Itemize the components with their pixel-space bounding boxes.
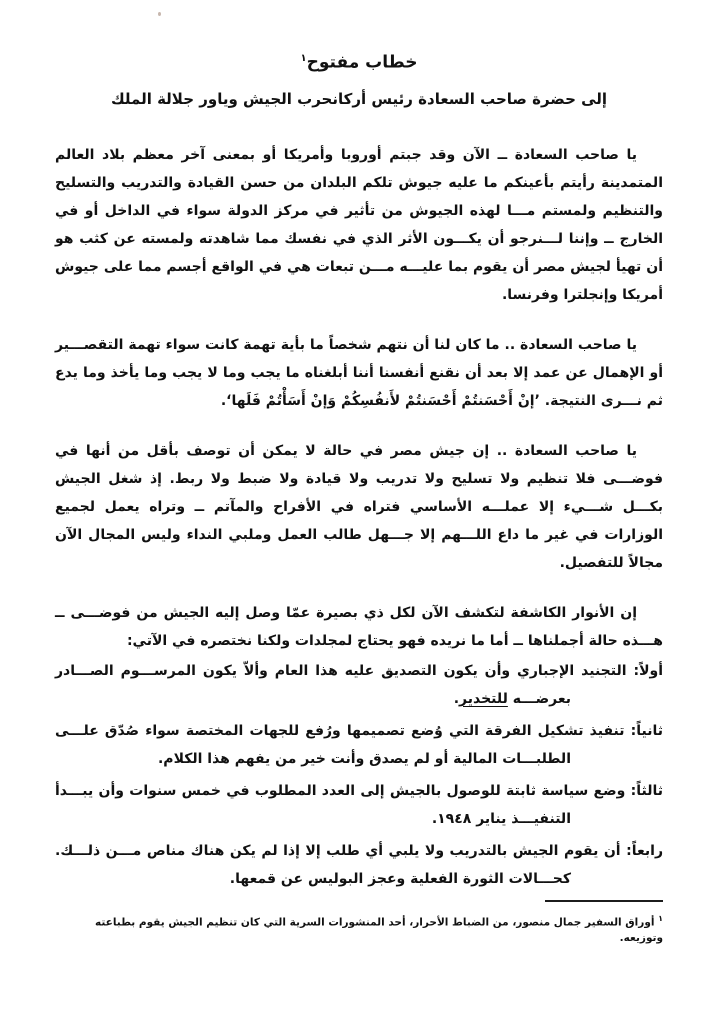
list-item-second xyxy=(55,717,663,773)
footnote-separator xyxy=(545,900,663,902)
body-paragraph-1: يا صاحب السعادة ــ الآن وقد جبتم أوروبا وأمريكا أو بمعنى آخر معظم بلاد العالم المتمدينة رأيتم بأعينكم ما عليه جيوش تلكم البلدان من حسن القيادة والتدريب والتسليح والتنظيم ولمستم مـــا لهذه الجيوش من تأثير في مركز الدولة سواء في الداخل أو في الخارج ــ وإننا لـــنرجو أن يكـــون الأثر الذي في نفسك مما شاهدته ولمسته عن كثب هو أن تهيأ لجيش مصر أن يقوم بما عليـــه مـــن تبعات هي في الواقع أجسم مما على جيوش أمريكا وإنجلترا وفرنسا. xyxy=(55,146,663,303)
page-title xyxy=(55,46,663,76)
body-paragraph-4: إن الأنوار الكاشفة لتكشف الآن لكل ذي بصيرة عمّا وصل إليه الجيش من فوضـــى ــ هـــذه حالة أجملناها ــ أما ما نريده فهو يحتاج لمجلدات ولكنا نختصره في الآتي: xyxy=(55,604,663,649)
demands-list xyxy=(55,657,663,893)
page-subtitle: إلى حضرة صاحب السعادة رئيس أركانحرب الجيش وياور جلالة الملك xyxy=(110,89,608,108)
footnote-text-content: أوراق السفير جمال منصور، من الضباط الأحرار، أحد المنشورات السرية التي كان تنظيم الجيش يقوم بطباعته وتوزيعه. xyxy=(95,916,663,944)
list-item-second-text: تنفيذ تشكيل الفرقة التي وُضع تصميمها ورُفع للجهات المختصة سواء صُدّق علـــى الطلبـــات المالية أو لم يصدق وأنت خير من يفهم هذا الكلام. xyxy=(55,722,625,767)
list-item-fourth-label: رابعاً: xyxy=(626,842,664,859)
body-paragraph-2: يا صاحب السعادة .. ما كان لنا أن نتهم شخصاً ما بأية تهمة كانت سواء تهمة التقصـــير أو الإهمال عن عمد إلا بعد أن نقنع أنفسنا أننا أبلغناه ما يجب وما لا يجب وما يأخذ وما يدع ثم نـــرى النتيجة. ’إنْ أَحْسَنتُمْ أَحْسَنتُمْ لأَنفُسِكُمْ وَإنْ أَسَأْتُمْ فَلَها‘. xyxy=(55,336,663,409)
scan-artifact-speck xyxy=(158,12,161,16)
list-item-first xyxy=(55,657,663,713)
footnote-reference-marker: ١ xyxy=(300,53,307,64)
footnote-marker: ١ xyxy=(658,914,663,923)
footnote-text xyxy=(50,911,663,946)
body-paragraph-3: يا صاحب السعادة .. إن جيش مصر في حالة لا يمكن أن توصف بأقل من أنها في فوضـــى فلا تنظيم ولا تسليح ولا تدريب ولا قيادة ولا ضبط ولا ربط. إذ شغل الجيش بكـــل شـــيء إلا عملـــه الأساسي فتراه في الأفراح والمآتم ــ وتراه يعمل لجميع الوزارات في غير ما داع اللـــهم إلا جـــهل طالب العمل وملبي النداء وليس المجال الآن مجالاً للتفصيل. xyxy=(55,442,663,571)
list-item-third-text: وضع سياسة ثابتة للوصول بالجيش إلى العدد المطلوب في خمس سنوات وأن يبـــدأ التنفيـــذ يناير ١٩٤٨. xyxy=(55,782,626,827)
list-item-first-text: التجنيد الإجباري وأن يكون التصديق عليه هذا العام وألاّ يكون المرســـوم الصـــادر بعرضـــه xyxy=(55,662,627,707)
list-item-first-label: أولاً: xyxy=(633,662,663,679)
list-item-fourth xyxy=(55,837,663,893)
list-item-second-label: ثانياً: xyxy=(630,722,664,739)
list-item-fourth-text: أن يقوم الجيش بالتدريب ولا يلبي أي طلب إلا إذا لم يكن هناك مناص مـــن ذلـــك. كحـــالات الثورة الفعلية وعجز البوليس عن قمعها. xyxy=(55,842,621,887)
document-content xyxy=(55,46,663,897)
list-item-third xyxy=(55,777,663,833)
list-item-third-label: ثالثاً: xyxy=(630,782,663,799)
page-title-text: خطاب مفتوح xyxy=(306,52,418,73)
footnote-block xyxy=(50,900,663,946)
list-item-first-tail: . xyxy=(453,690,460,707)
list-item-first-underlined-word: للتخدير xyxy=(459,690,508,707)
letter-body xyxy=(55,141,663,893)
